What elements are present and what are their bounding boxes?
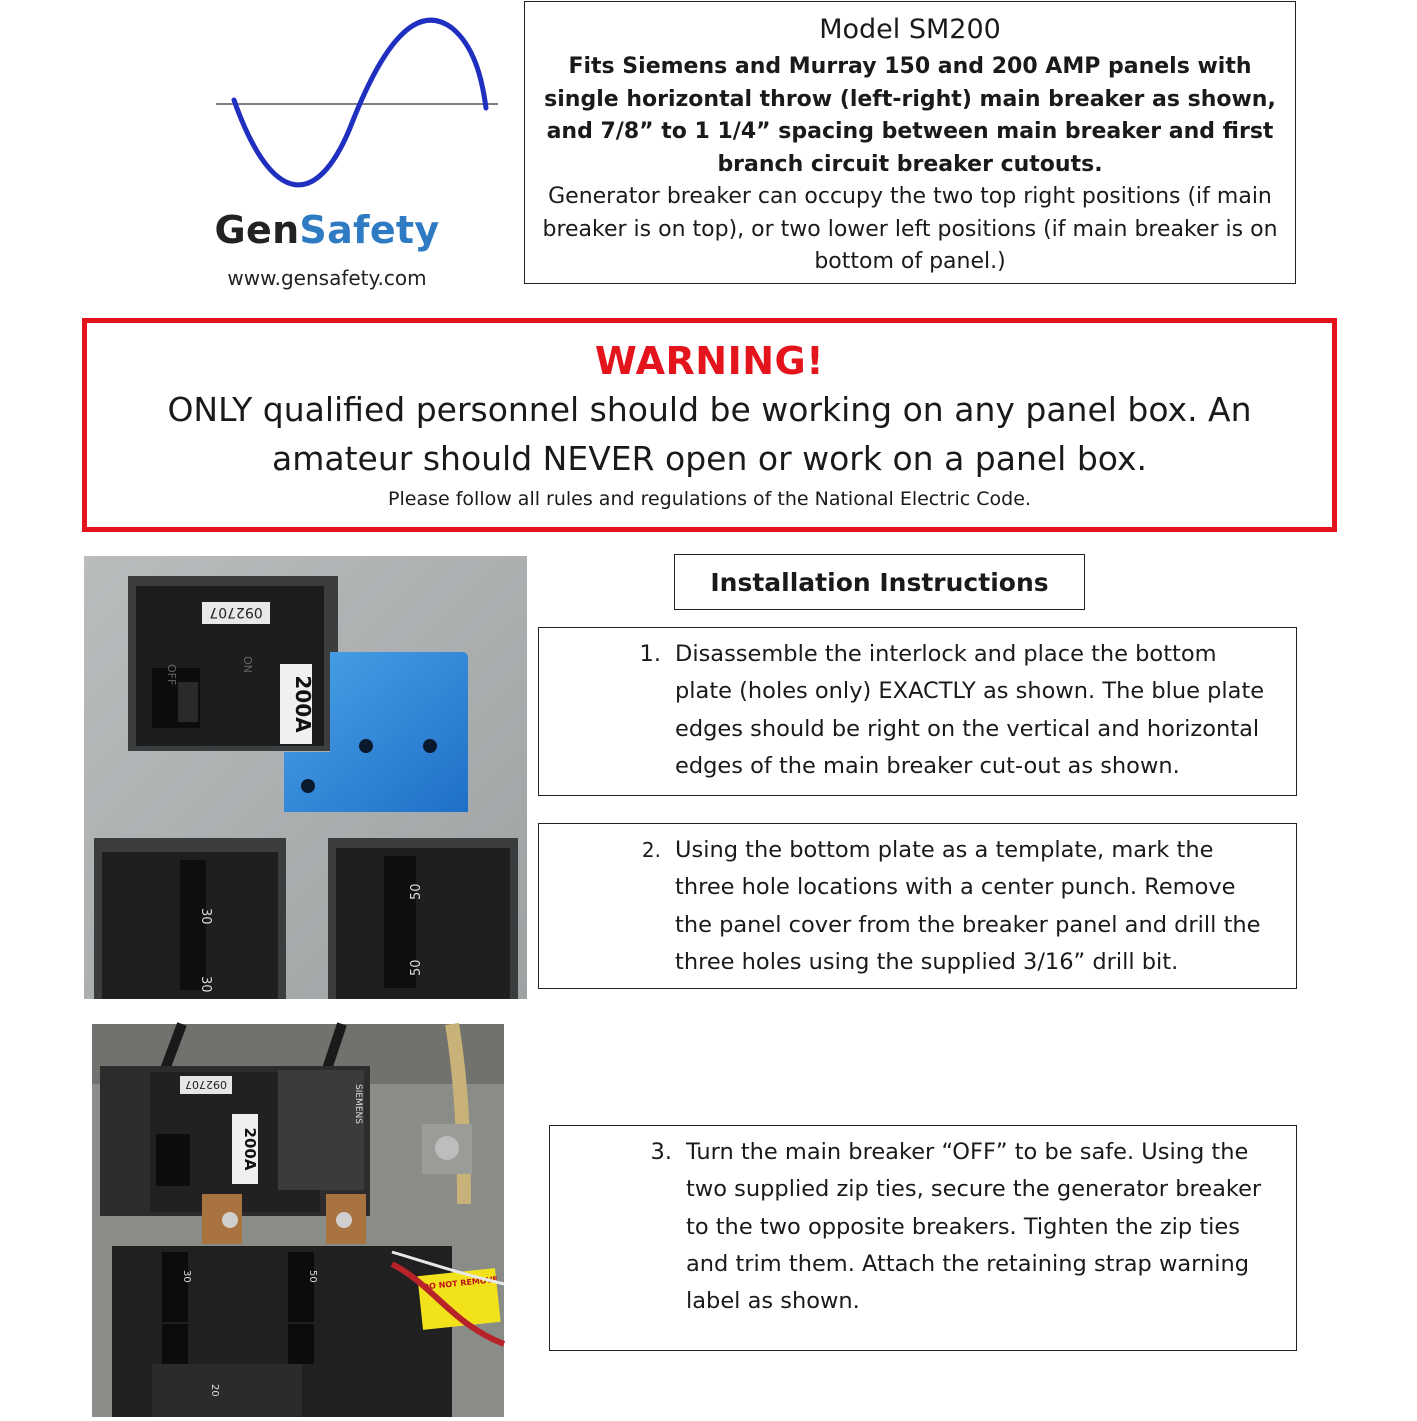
photo2-brand-label: SIEMENS bbox=[353, 1084, 363, 1124]
instruction-step-1 bbox=[538, 627, 1297, 796]
photo1-30-label-a: 30 bbox=[198, 908, 213, 925]
brand-name-safety: Safety bbox=[299, 208, 440, 252]
step-2-text: Using the bottom plate as a template, mark the three hole locations with a center punch. Remove the panel cover from the breaker panel and drill the three holes using the supplied 3/16” drill bit. bbox=[675, 837, 1261, 975]
photo1-50-label-b: 50 bbox=[409, 959, 424, 976]
photo1-amp-label: 200A bbox=[291, 675, 315, 733]
model-fits-text: Fits Siemens and Murray 150 and 200 AMP panels with single horizontal throw (left-right) main breaker as shown, and 7/8” to 1 1/4” spacing between main breaker and first branch circuit breaker cutouts. bbox=[544, 54, 1276, 177]
installation-instructions-header: Installation Instructions bbox=[674, 554, 1085, 610]
warning-subtext: Please follow all rules and regulations of the National Electric Code. bbox=[388, 488, 1031, 510]
photo2-sticker-text: retaining strap. If breaker needs to be removed, strap must be replaced or secured. bbox=[1, 924, 44, 925]
photo1-30-label-b: 30 bbox=[198, 976, 213, 993]
photo2-amp-label: 200A bbox=[241, 1127, 259, 1171]
sine-wave-logo-icon bbox=[212, 18, 502, 193]
photo2-serial-label: 092707 bbox=[185, 1078, 227, 1091]
photo2-30-label: 30 bbox=[181, 1270, 192, 1283]
photo1-off-label: OFF bbox=[165, 664, 178, 686]
step-1-text: Disassemble the interlock and place the bottom plate (holes only) EXACTLY as shown. The blue plate edges should be right on the vertical and horizontal edges of the main breaker cut-out as shown. bbox=[675, 641, 1265, 779]
warning-text: ONLY qualified personnel should be working on any panel box. An amateur should NEVER open or work on a panel box. bbox=[167, 390, 1252, 478]
instruction-step-3 bbox=[549, 1125, 1297, 1351]
photo2-20-label: 20 bbox=[209, 1384, 220, 1397]
instruction-step-2 bbox=[538, 823, 1297, 989]
brand-name bbox=[212, 208, 442, 252]
brand-name-gen: Gen bbox=[214, 208, 300, 252]
model-info-box bbox=[524, 1, 1296, 284]
photo-installed-panel bbox=[1, 924, 504, 1417]
step-2-number: 2. bbox=[641, 838, 661, 862]
website-url[interactable]: www.gensafety.com bbox=[227, 266, 427, 290]
warning-title: WARNING! bbox=[594, 339, 825, 383]
step-3-number: 3. bbox=[650, 1139, 672, 1165]
warning-box bbox=[82, 318, 1337, 532]
model-title: Model SM200 bbox=[819, 14, 1001, 45]
step-1-number: 1. bbox=[639, 641, 661, 667]
photo2-sticker-title: DO NOT REMOVE bbox=[422, 1274, 499, 1292]
photo1-50-label-a: 50 bbox=[409, 883, 424, 900]
photo1-on-label: ON bbox=[241, 656, 254, 673]
photo1-serial-label: 092707 bbox=[209, 604, 263, 620]
step-3-text: Turn the main breaker “OFF” to be safe. Using the two supplied zip ties, secure the generator breaker to the two opposite breakers. Tighten the zip ties and trim them. Attach the retaining strap warning label as shown. bbox=[686, 1139, 1262, 1315]
photo2-50-label: 50 bbox=[307, 1270, 318, 1283]
model-note-text: Generator breaker can occupy the two top right positions (if main breaker is on top), or two lower left positions (if main breaker is on bottom of panel.) bbox=[542, 184, 1278, 274]
photo-panel-blue-plate bbox=[84, 556, 527, 999]
